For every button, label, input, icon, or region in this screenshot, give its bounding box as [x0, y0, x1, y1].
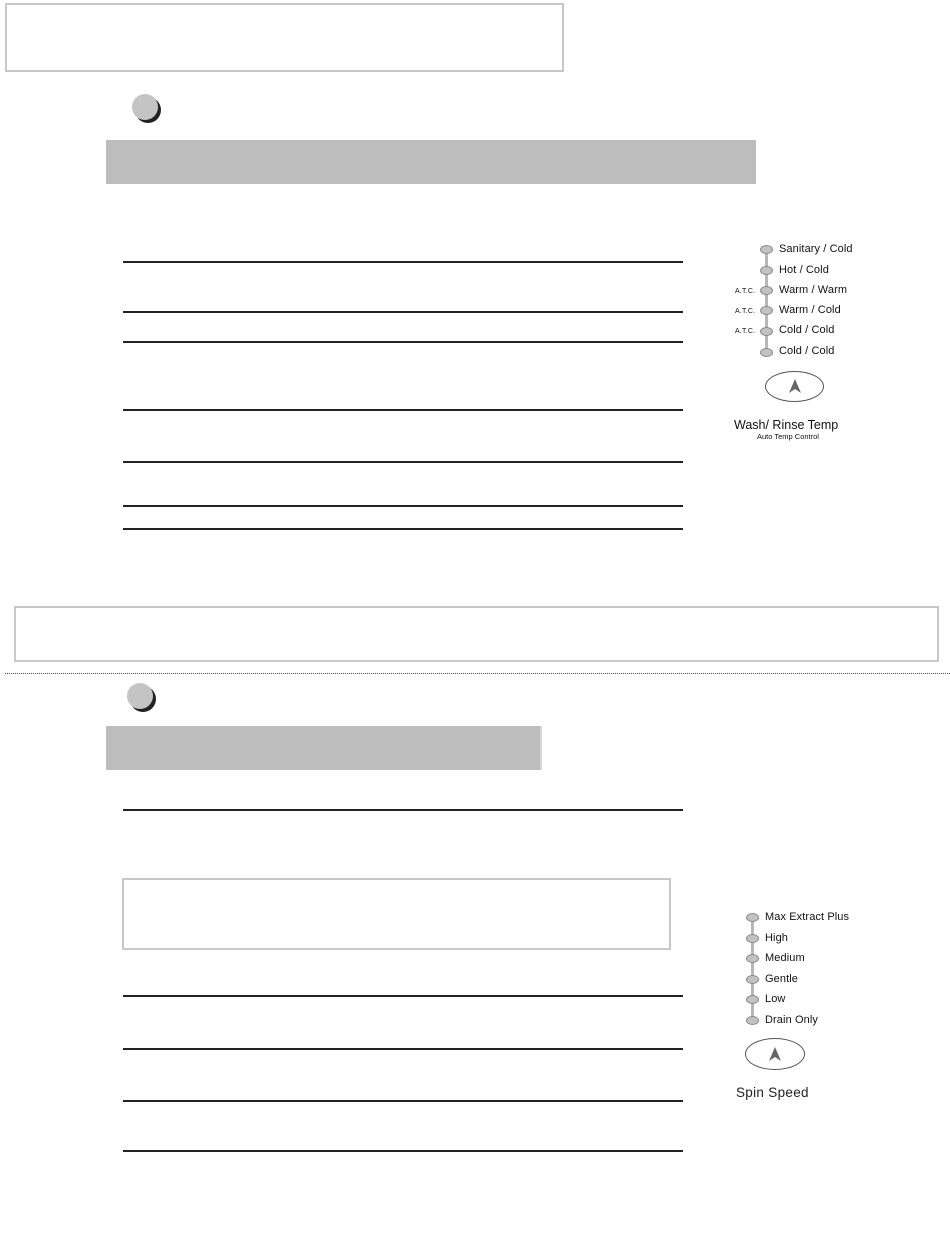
spin-option-led[interactable] [746, 1016, 759, 1025]
temp-panel-title: Wash/ Rinse Temp [734, 418, 839, 432]
temp-option-label: Hot / Cold [779, 264, 829, 276]
section-1-heading-band [106, 140, 756, 184]
spin-option-led[interactable] [746, 975, 759, 984]
temp-option-led[interactable] [760, 266, 773, 275]
spin-option-label: Drain Only [765, 1014, 818, 1026]
temp-option-led[interactable] [760, 286, 773, 295]
temp-option-led[interactable] [760, 327, 773, 336]
table-1-rule [123, 461, 683, 463]
temp-option-label: Warm / Cold [779, 304, 841, 316]
top-empty-box [5, 3, 564, 72]
temp-panel-subtitle: Auto Temp Control [757, 432, 819, 441]
table-1-rule [123, 409, 683, 411]
temp-option-atc: A.T.C. [735, 308, 756, 315]
temp-option-atc: A.T.C. [735, 328, 756, 335]
wash-rinse-temp-panel [725, 240, 905, 450]
spin-option-led[interactable] [746, 913, 759, 922]
spin-option-label: Medium [765, 952, 805, 964]
spin-option-label: High [765, 932, 789, 944]
table-2-rule [123, 995, 683, 997]
spin-panel-title: Spin Speed [736, 1085, 809, 1100]
arrow-up-icon [769, 1047, 781, 1061]
spin-option-led[interactable] [746, 995, 759, 1004]
spin-speed-panel [725, 905, 905, 1105]
temp-option-label: Warm / Warm [779, 284, 848, 296]
temp-led-rail [765, 249, 768, 353]
temp-option-atc: A.T.C. [735, 288, 756, 295]
spin-option-led[interactable] [746, 954, 759, 963]
temp-option-led[interactable] [760, 348, 773, 357]
table-2-rule [123, 1150, 683, 1152]
arrow-up-icon [789, 379, 801, 393]
spin-option-label: Low [765, 993, 786, 1005]
section-1-marker-icon [132, 94, 158, 120]
temp-option-led[interactable] [760, 245, 773, 254]
section-2-heading-band [106, 726, 542, 770]
table-2-rule [123, 809, 683, 811]
table-2-rule [123, 1100, 683, 1102]
table-1-rule [123, 341, 683, 343]
inner-empty-box [122, 878, 671, 950]
table-1-rule [123, 505, 683, 507]
temp-select-button[interactable] [765, 371, 824, 402]
dotted-separator [5, 673, 950, 674]
temp-option-label: Cold / Cold [779, 345, 835, 357]
spin-select-button[interactable] [745, 1038, 805, 1070]
middle-empty-box [14, 606, 939, 662]
table-2-rule [123, 1048, 683, 1050]
table-1-rule [123, 528, 683, 530]
spin-option-label: Max Extract Plus [765, 911, 850, 923]
spin-option-label: Gentle [765, 973, 799, 985]
section-2-marker-icon [127, 683, 153, 709]
spin-option-led[interactable] [746, 934, 759, 943]
table-1-rule [123, 311, 683, 313]
spin-led-rail [751, 915, 754, 1023]
temp-option-label: Sanitary / Cold [779, 243, 853, 255]
table-1-rule [123, 261, 683, 263]
temp-option-led[interactable] [760, 306, 773, 315]
temp-option-label: Cold / Cold [779, 324, 835, 336]
